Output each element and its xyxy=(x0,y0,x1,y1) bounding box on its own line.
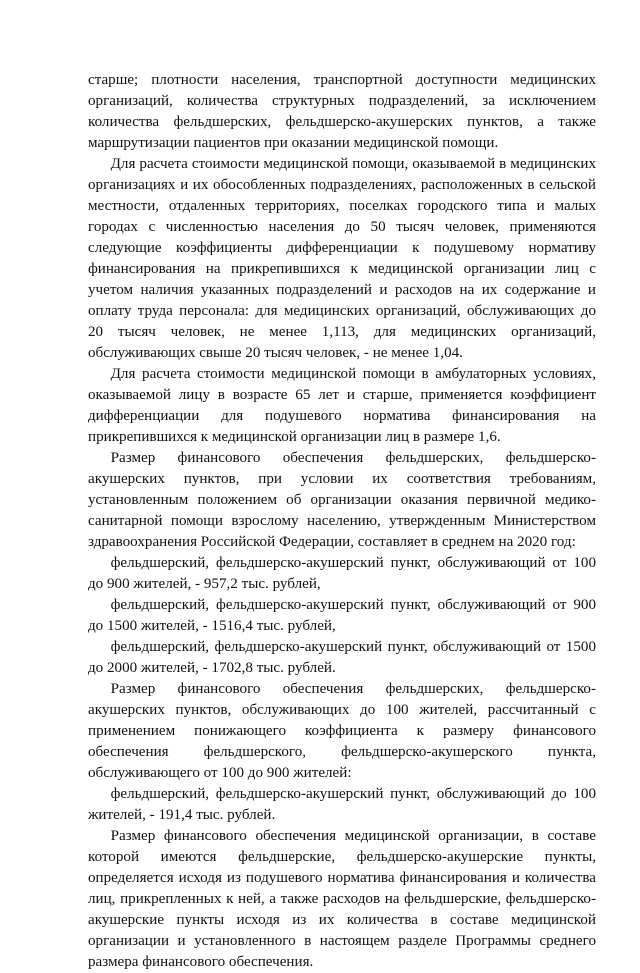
paragraph-fap-financing: Размер финансового обеспечения фельдшерских, фельдшерско-акушерских пунктов, при условии их соответствия требованиям, установленным положением об организации оказания первичной медико-санитарной помощи взрослому населению, утвержденным Министерством здравоохранения Российской Федерации, составляет в среднем на 2020 год: xyxy=(88,450,596,550)
paragraph-organization-financing: Размер финансового обеспечения медицинской организации, в составе которой имеются фельдшерские, фельдшерско-акушерские пункты, определяется исходя из подушевого норматива финансирования и количества лиц, прикрепленных к ней, а также расходов на фельдшерские, фельдшерско-акушерские пункты исходя из их количества в составе медицинской организации и установленного в настоящем разделе Программы среднего размера финансового обеспечения. xyxy=(88,828,596,970)
list-item-fap-1500-2000: фельдшерский, фельдшерско-акушерский пункт, обслуживающий от 1500 до 2000 жителей, - 1702,8 тыс. рублей. xyxy=(88,639,596,676)
list-item-fap-100-900: фельдшерский, фельдшерско-акушерский пункт, обслуживающий от 100 до 900 жителей, - 957,2 тыс. рублей, xyxy=(88,555,596,592)
paragraph-continuation: старше; плотности населения, транспортной доступности медицинских организаций, количества структурных подразделений, за исключением количества фельдшерских, фельдшерско-акушерских пунктов, а также маршрутизации пациентов при оказании медицинской помощи. xyxy=(88,72,596,151)
paragraph-rural-coefficients: Для расчета стоимости медицинской помощи, оказываемой в медицинских организациях и их обособленных подразделениях, расположенных в сельской местности, отдаленных территориях, поселках городского типа и малых городах с численностью населения до 50 тысяч человек, применяются следующие коэффициенты дифференциации к подушевому нормативу финансирования на прикрепившихся к медицинской организации лиц с учетом наличия указанных подразделений и расходов на их содержание и оплату труда персонала: для медицинских организаций, обслуживающих до 20 тысяч человек, не менее 1,113, для медицинских организаций, обслуживающих свыше 20 тысяч человек, - не менее 1,04. xyxy=(88,156,596,361)
paragraph-fap-under-100: Размер финансового обеспечения фельдшерских, фельдшерско-акушерских пунктов, обслуживающих до 100 жителей, рассчитанный с применением понижающего коэффициента к размеру финансового обеспечения фельдшерского, фельдшерско-акушерского пункта, обслуживающего от 100 до 900 жителей: xyxy=(88,681,596,781)
paragraph-age-coefficient: Для расчета стоимости медицинской помощи в амбулаторных условиях, оказываемой лицу в возрасте 65 лет и старше, применяется коэффициент дифференциации для подушевого норматива финансирования на прикрепившихся к медицинской организации лиц в размере 1,6. xyxy=(88,366,596,445)
list-item-fap-900-1500: фельдшерский, фельдшерско-акушерский пункт, обслуживающий от 900 до 1500 жителей, - 1516,4 тыс. рублей, xyxy=(88,597,596,634)
list-item-fap-up-to-100: фельдшерский, фельдшерско-акушерский пункт, обслуживающий до 100 жителей, - 191,4 тыс. рублей. xyxy=(88,786,596,823)
document-page xyxy=(88,70,596,973)
